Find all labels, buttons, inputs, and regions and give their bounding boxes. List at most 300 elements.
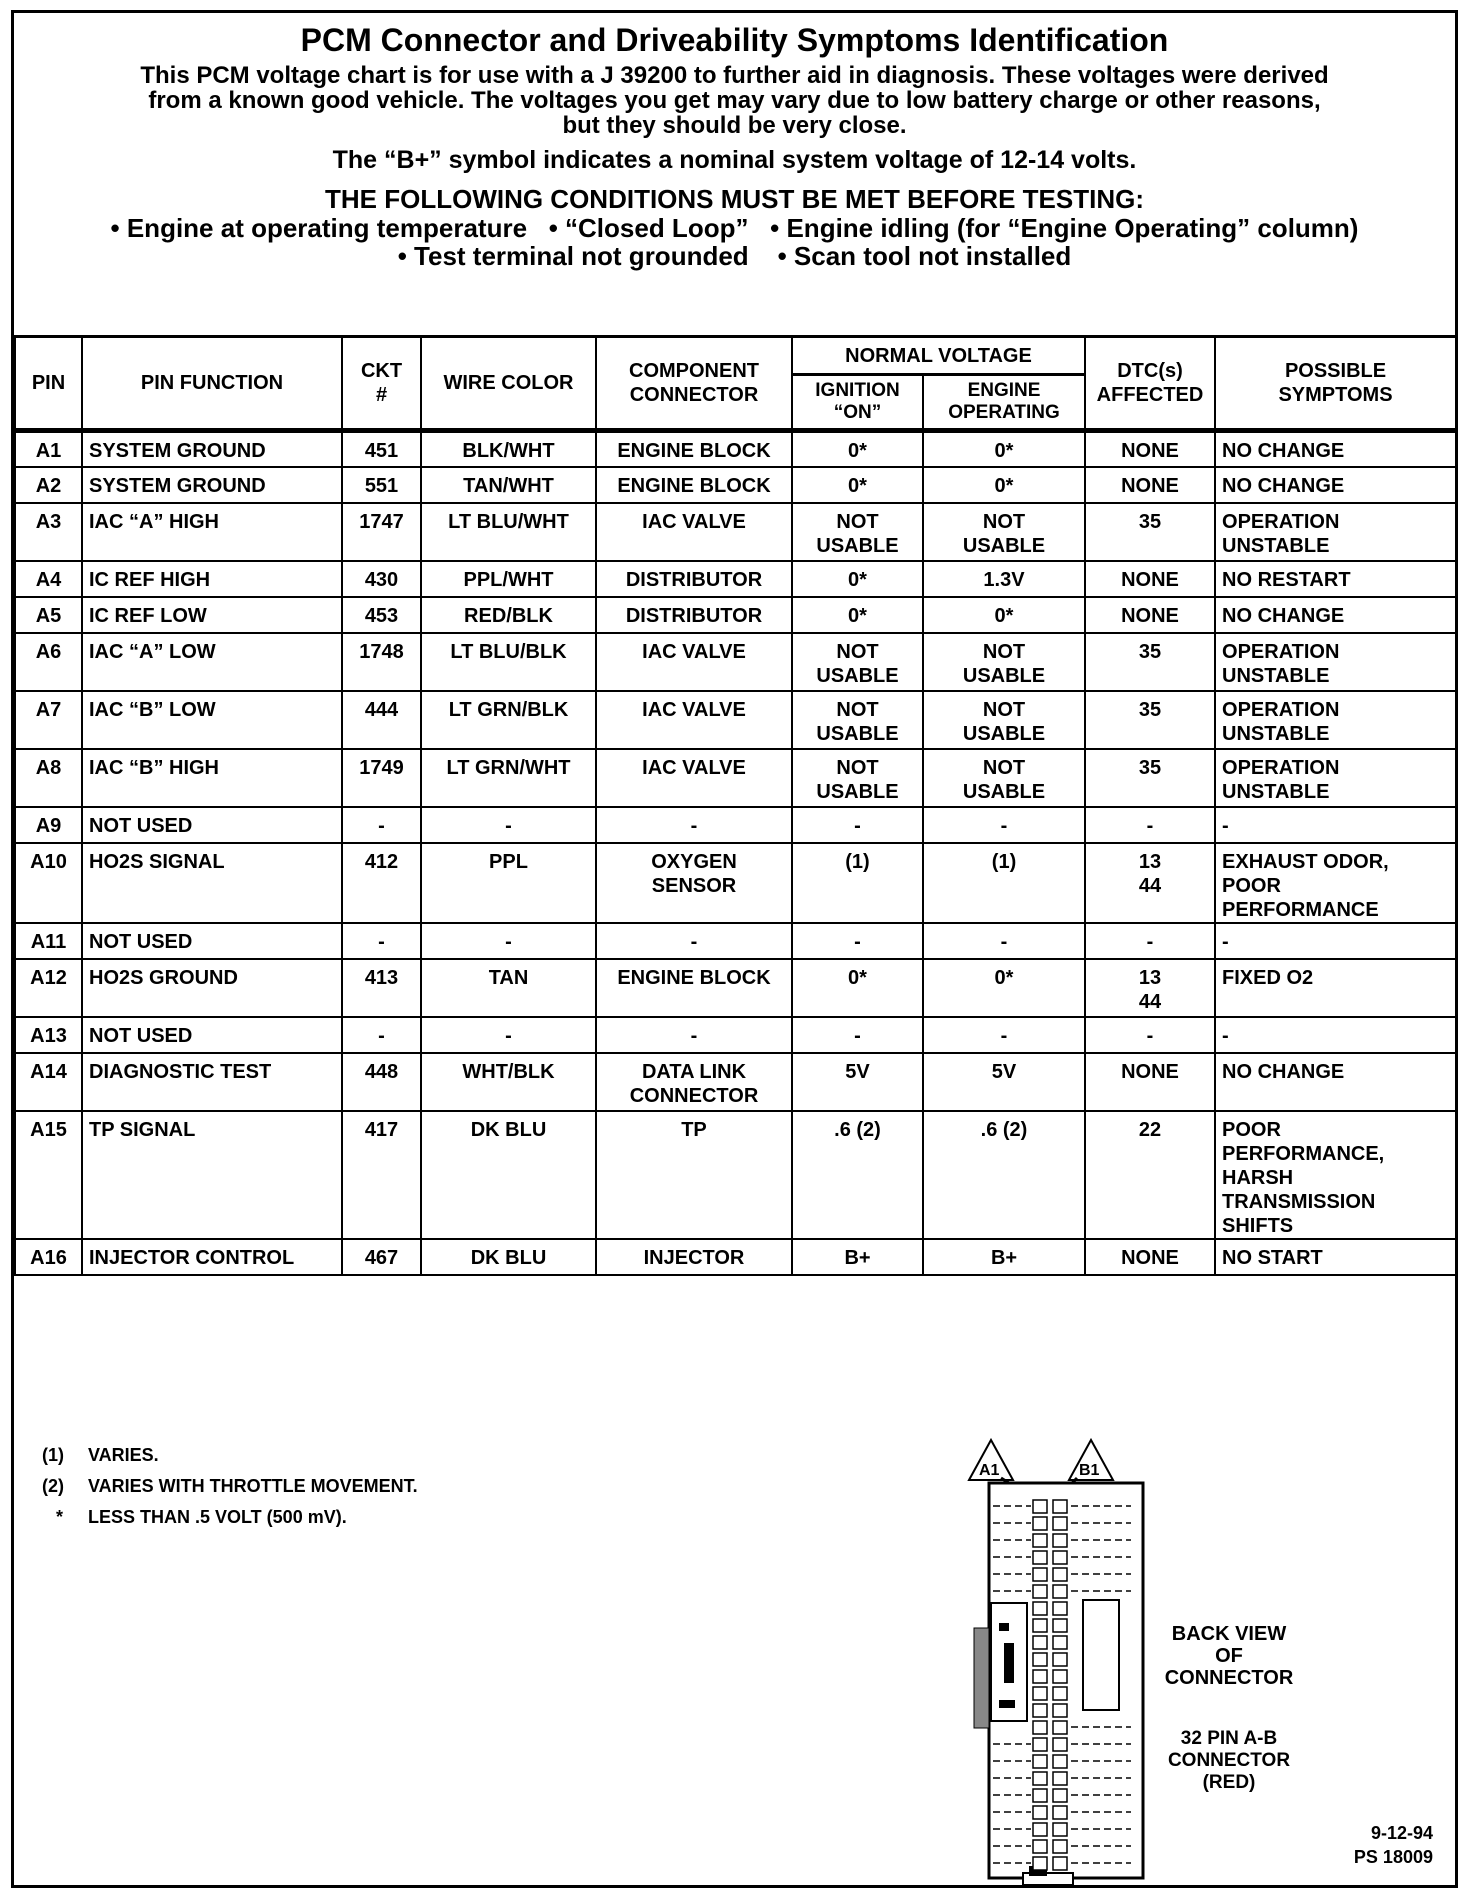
connector-pin — [1033, 1772, 1047, 1785]
cell-engine-operating-line: 0* — [994, 474, 1014, 497]
col-header-pin-function: PIN FUNCTION — [82, 337, 342, 431]
cell-component-line: SENSOR — [651, 874, 737, 897]
label-b1: B1 — [1079, 1462, 1100, 1479]
cell-ignition-on-line: - — [854, 930, 861, 953]
cell-wire-color: - — [421, 1017, 596, 1053]
cell-ignition-on-line: (1) — [845, 850, 870, 873]
cell-wire-color: PPL — [421, 843, 596, 923]
cell-engine-operating — [923, 1239, 1085, 1275]
cell-dtc-line: 44 — [1138, 990, 1162, 1013]
cell-dtc — [1085, 1017, 1215, 1053]
cell-component-line: OXYGEN — [651, 850, 737, 873]
cell-ignition-on-line: 0* — [848, 568, 867, 591]
cell-dtc-line: 35 — [1138, 510, 1162, 533]
cell-component-line: DATA LINK — [641, 1060, 747, 1083]
table-row — [15, 431, 1456, 467]
cell-wire-color: LT BLU/WHT — [421, 503, 596, 561]
cell-pin: A7 — [15, 691, 82, 749]
connector-pin — [1033, 1721, 1047, 1734]
cell-component — [596, 749, 792, 807]
intro-line: from a known good vehicle. The voltages you get may vary due to low battery charge or other reasons, — [148, 87, 1321, 114]
connector-pin — [1033, 1636, 1047, 1649]
cell-dtc-line: NONE — [1121, 474, 1179, 497]
cell-engine-operating-line: - — [1000, 1024, 1008, 1047]
cell-ignition-on-line: NOT — [836, 640, 879, 663]
connector-pin — [1053, 1806, 1067, 1819]
condition-item: • Engine at operating temperature — [110, 213, 528, 243]
cell-ignition-on — [792, 923, 923, 959]
cell-ckt: 430 — [342, 561, 421, 597]
connector-pin — [1033, 1500, 1047, 1513]
cell-pin-function: SYSTEM GROUND — [82, 431, 342, 467]
connector-pin — [1033, 1857, 1047, 1870]
condition-item: • Engine idling (for “Engine Operating” column) — [770, 213, 1359, 243]
connector-pin — [1053, 1500, 1067, 1513]
table-row — [15, 807, 1456, 843]
cell-ckt: 413 — [342, 959, 421, 1017]
cell-component-line: IAC VALVE — [642, 640, 746, 663]
connector-pin — [1033, 1585, 1047, 1598]
col-header-component: COMPONENT CONNECTOR — [596, 337, 792, 431]
cell-ckt: 1748 — [342, 633, 421, 691]
cell-symptoms — [1215, 1053, 1456, 1111]
cell-dtc — [1085, 959, 1215, 1017]
cell-component — [596, 1053, 792, 1111]
cell-pin: A1 — [15, 431, 82, 467]
cell-dtc — [1085, 691, 1215, 749]
cell-symptoms-line: NO CHANGE — [1222, 1060, 1345, 1083]
cell-component-line: - — [690, 1024, 698, 1047]
cell-component-line: ENGINE BLOCK — [617, 440, 771, 462]
cell-pin: A5 — [15, 597, 82, 633]
cell-component — [596, 1239, 792, 1275]
cell-ignition-on — [792, 1053, 923, 1111]
cell-ignition-on-line: USABLE — [816, 780, 899, 803]
cell-symptoms — [1215, 691, 1456, 749]
cell-symptoms-line: NO CHANGE — [1222, 440, 1345, 462]
connector-pin — [1053, 1721, 1067, 1734]
table-row — [15, 633, 1456, 691]
cell-pin: A11 — [15, 923, 82, 959]
table-row — [15, 467, 1456, 503]
cell-wire-color: - — [421, 807, 596, 843]
cell-ignition-on-line: - — [854, 814, 861, 837]
cell-dtc-line: - — [1146, 814, 1154, 837]
connector-pin — [1033, 1687, 1047, 1700]
cell-dtc — [1085, 1053, 1215, 1111]
cell-component — [596, 467, 792, 503]
cell-engine-operating — [923, 467, 1085, 503]
cell-wire-color: WHT/BLK — [421, 1053, 596, 1111]
connector-pin — [1053, 1687, 1067, 1700]
cell-dtc — [1085, 633, 1215, 691]
cell-component-line: ENGINE BLOCK — [617, 474, 771, 497]
cell-ignition-on-line: - — [854, 1024, 861, 1047]
connector-diagram — [959, 1428, 1294, 1888]
cell-symptoms — [1215, 959, 1456, 1017]
col-header-ckt: CKT # — [342, 337, 421, 431]
cell-symptoms-line: PERFORMANCE, — [1222, 1142, 1385, 1165]
connector-pin — [1033, 1704, 1047, 1717]
intro-line: This PCM voltage chart is for use with a J 39200 to further aid in diagnosis. These voltages were derived — [140, 62, 1329, 89]
connector-pin — [1053, 1755, 1067, 1768]
cell-engine-operating-line: NOT — [982, 640, 1026, 663]
cell-ignition-on — [792, 959, 923, 1017]
cell-pin: A8 — [15, 749, 82, 807]
cell-engine-operating-line: USABLE — [962, 780, 1046, 803]
document-code: PS 18009 — [1353, 1847, 1433, 1867]
cell-dtc — [1085, 503, 1215, 561]
table-row — [15, 749, 1456, 807]
cell-engine-operating-line: NOT — [982, 510, 1026, 533]
table-row — [15, 1053, 1456, 1111]
cell-pin-function: IAC “B” LOW — [82, 691, 342, 749]
cell-symptoms — [1215, 561, 1456, 597]
cell-component — [596, 561, 792, 597]
connector-pin — [1053, 1738, 1067, 1751]
conditions-line-2 — [14, 242, 1455, 270]
footnote-text: VARIES. — [88, 1445, 159, 1465]
cell-component — [596, 503, 792, 561]
connector-pin — [1053, 1568, 1067, 1581]
cell-ignition-on — [792, 843, 923, 923]
cell-symptoms-line: NO RESTART — [1222, 568, 1351, 591]
cell-dtc-line: - — [1146, 930, 1154, 953]
cell-symptoms — [1215, 503, 1456, 561]
cell-component-line: DISTRIBUTOR — [625, 604, 763, 627]
cell-ignition-on-line: USABLE — [816, 722, 899, 745]
cell-dtc-line: 35 — [1138, 756, 1162, 779]
table-header-row — [15, 337, 1456, 375]
cell-component — [596, 1111, 792, 1239]
cell-symptoms — [1215, 843, 1456, 923]
cell-wire-color: TAN — [421, 959, 596, 1017]
cell-ignition-on — [792, 1017, 923, 1053]
cell-ignition-on — [792, 749, 923, 807]
cell-component-line: - — [690, 814, 698, 837]
cell-wire-color: TAN/WHT — [421, 467, 596, 503]
cell-component — [596, 633, 792, 691]
cell-ignition-on-line: NOT — [836, 510, 879, 533]
cell-dtc-line: 44 — [1138, 874, 1162, 897]
cell-component-line: IAC VALVE — [642, 510, 746, 533]
pcm-voltage-table — [14, 335, 1457, 1276]
cell-dtc-line: 13 — [1138, 966, 1162, 989]
cell-ckt: 467 — [342, 1239, 421, 1275]
cell-symptoms-line: - — [1222, 1024, 1229, 1047]
cell-pin: A4 — [15, 561, 82, 597]
cell-dtc-line: NONE — [1121, 1246, 1179, 1269]
cell-pin: A3 — [15, 503, 82, 561]
cell-engine-operating — [923, 1111, 1085, 1239]
cell-pin-function: IAC “B” HIGH — [82, 749, 342, 807]
cell-pin: A6 — [15, 633, 82, 691]
cell-pin: A15 — [15, 1111, 82, 1239]
col-header-engine-operating: ENGINE OPERATING — [923, 375, 1085, 431]
cell-dtc — [1085, 561, 1215, 597]
cell-ignition-on-line: B+ — [844, 1246, 871, 1269]
cell-ignition-on-line: USABLE — [816, 534, 899, 557]
connector-pin — [1033, 1619, 1047, 1632]
cell-ignition-on-line: 0* — [848, 474, 867, 497]
cell-ckt: 417 — [342, 1111, 421, 1239]
cell-symptoms-line: POOR — [1222, 874, 1281, 897]
footnote — [42, 1507, 418, 1538]
cell-engine-operating — [923, 749, 1085, 807]
cell-engine-operating-line: 5V — [991, 1060, 1017, 1083]
cell-dtc-line: - — [1146, 1024, 1154, 1047]
cell-ignition-on-line: 5V — [845, 1060, 870, 1083]
table-row — [15, 843, 1456, 923]
connector-drawing — [959, 1428, 1159, 1888]
connector-pin — [1053, 1670, 1067, 1683]
cell-ckt: - — [342, 1017, 421, 1053]
cell-pin-function: SYSTEM GROUND — [82, 467, 342, 503]
cell-symptoms-line: FIXED O2 — [1222, 966, 1314, 989]
document-header — [14, 13, 1455, 335]
connector-pin — [1033, 1840, 1047, 1853]
connector-pin — [1053, 1602, 1067, 1615]
cell-dtc — [1085, 431, 1215, 467]
cell-symptoms-line: - — [1222, 814, 1229, 837]
cell-pin: A10 — [15, 843, 82, 923]
cell-dtc-line: 35 — [1138, 698, 1162, 721]
cell-symptoms — [1215, 431, 1456, 467]
cell-wire-color: DK BLU — [421, 1111, 596, 1239]
cell-symptoms-line: UNSTABLE — [1222, 722, 1330, 745]
cell-engine-operating — [923, 843, 1085, 923]
cell-component-line: IAC VALVE — [642, 698, 746, 721]
cell-engine-operating-line: .6 (2) — [980, 1118, 1028, 1141]
document-stamp — [1354, 1821, 1433, 1869]
cell-engine-operating — [923, 691, 1085, 749]
cell-dtc — [1085, 1239, 1215, 1275]
cell-engine-operating-line: NOT — [982, 756, 1026, 779]
cell-symptoms — [1215, 807, 1456, 843]
cell-symptoms-line: EXHAUST ODOR, — [1222, 850, 1389, 873]
cell-engine-operating — [923, 1053, 1085, 1111]
cell-symptoms-line: OPERATION — [1222, 640, 1340, 663]
cell-ignition-on-line: .6 (2) — [834, 1118, 881, 1141]
footnote-text: VARIES WITH THROTTLE MOVEMENT. — [88, 1476, 418, 1496]
col-header-pin: PIN — [15, 337, 82, 431]
footnotes — [42, 1445, 418, 1538]
cell-component — [596, 807, 792, 843]
condition-item: • “Closed Loop” — [548, 213, 749, 243]
footnote — [42, 1445, 418, 1476]
cell-symptoms-line: PERFORMANCE — [1222, 898, 1379, 921]
cell-ignition-on — [792, 597, 923, 633]
cell-wire-color: RED/BLK — [421, 597, 596, 633]
connector-pin — [1053, 1534, 1067, 1547]
cell-dtc — [1085, 923, 1215, 959]
intro-paragraph — [42, 63, 1427, 138]
cell-symptoms — [1215, 923, 1456, 959]
table-row — [15, 1239, 1456, 1275]
cell-dtc-line: 35 — [1138, 640, 1162, 663]
cell-engine-operating — [923, 923, 1085, 959]
page-title: PCM Connector and Driveability Symptoms Identification — [300, 22, 1169, 58]
condition-item: • Test terminal not grounded — [397, 241, 749, 271]
connector-pin — [1053, 1636, 1067, 1649]
cell-dtc-line: NONE — [1121, 1060, 1179, 1083]
cell-ignition-on-line: 0* — [848, 966, 867, 989]
cell-ignition-on — [792, 691, 923, 749]
cell-symptoms-line: UNSTABLE — [1222, 664, 1330, 687]
cell-engine-operating-line: - — [1000, 930, 1008, 953]
col-header-ignition-on: IGNITION “ON” — [792, 375, 923, 431]
cell-engine-operating-line: USABLE — [962, 534, 1046, 557]
connector-pin — [1033, 1517, 1047, 1530]
footnote-mark: (1) — [42, 1445, 64, 1465]
table-row — [15, 691, 1456, 749]
conditions-title: THE FOLLOWING CONDITIONS MUST BE MET BEFORE TESTING: — [325, 184, 1144, 214]
col-header-dtc: DTC(s) AFFECTED — [1085, 337, 1215, 431]
cell-symptoms — [1215, 597, 1456, 633]
cell-pin-function: INJECTOR CONTROL — [82, 1239, 342, 1275]
cell-wire-color: LT BLU/BLK — [421, 633, 596, 691]
cell-dtc — [1085, 597, 1215, 633]
cell-dtc-line: NONE — [1121, 440, 1179, 462]
cell-component — [596, 597, 792, 633]
cell-ckt: - — [342, 807, 421, 843]
cell-pin-function: HO2S GROUND — [82, 959, 342, 1017]
document-sheet — [11, 10, 1458, 1888]
cell-symptoms-line: SHIFTS — [1222, 1214, 1294, 1237]
connector-pin — [1053, 1619, 1067, 1632]
cell-symptoms-line: OPERATION — [1222, 756, 1340, 779]
cell-engine-operating — [923, 807, 1085, 843]
cell-component-line: CONNECTOR — [629, 1084, 759, 1107]
cell-pin-function: IC REF LOW — [82, 597, 342, 633]
connector-pin — [1033, 1755, 1047, 1768]
cell-dtc-line: 13 — [1138, 850, 1162, 873]
table-row — [15, 503, 1456, 561]
connector-pin — [1033, 1568, 1047, 1581]
cell-wire-color: PPL/WHT — [421, 561, 596, 597]
cell-pin: A16 — [15, 1239, 82, 1275]
cell-dtc-line: NONE — [1121, 604, 1179, 627]
footnote-mark: (2) — [42, 1476, 64, 1496]
cell-ignition-on-line: USABLE — [816, 664, 899, 687]
connector-type-label: 32 PIN A-B CONNECTOR (RED) — [1167, 1728, 1291, 1793]
connector-pin — [1033, 1823, 1047, 1836]
cell-engine-operating-line: (1) — [991, 850, 1017, 873]
cell-ignition-on — [792, 1111, 923, 1239]
cell-engine-operating-line: 1.3V — [983, 568, 1025, 591]
cell-engine-operating — [923, 561, 1085, 597]
connector-pin — [1053, 1551, 1067, 1564]
condition-item: • Scan tool not installed — [777, 241, 1072, 271]
cell-ignition-on-line: 0* — [848, 604, 867, 627]
cell-symptoms-line: - — [1222, 930, 1229, 953]
cell-engine-operating-line: NOT — [982, 698, 1026, 721]
cell-engine-operating — [923, 959, 1085, 1017]
cell-engine-operating-line: USABLE — [962, 722, 1046, 745]
cell-symptoms-line: NO START — [1222, 1246, 1323, 1269]
cell-symptoms-line: UNSTABLE — [1222, 780, 1330, 803]
connector-pin — [1053, 1704, 1067, 1717]
cell-engine-operating-line: 0* — [994, 966, 1014, 989]
cell-component-line: IAC VALVE — [642, 756, 746, 779]
cell-component-line: DISTRIBUTOR — [625, 568, 763, 591]
table-row — [15, 597, 1456, 633]
connector-pin — [1033, 1738, 1047, 1751]
connector-pin — [1053, 1840, 1067, 1853]
cell-pin-function: IAC “A” LOW — [82, 633, 342, 691]
cell-pin-function: IC REF HIGH — [82, 561, 342, 597]
col-header-wire-color: WIRE COLOR — [421, 337, 596, 431]
cell-pin: A2 — [15, 467, 82, 503]
cell-ckt: 1749 — [342, 749, 421, 807]
cell-ckt: 551 — [342, 467, 421, 503]
cell-ignition-on — [792, 561, 923, 597]
cell-ckt: 412 — [342, 843, 421, 923]
cell-symptoms-line: OPERATION — [1222, 510, 1340, 533]
cell-engine-operating-line: B+ — [990, 1246, 1018, 1269]
cell-dtc — [1085, 1111, 1215, 1239]
cell-component-line: INJECTOR — [643, 1246, 745, 1269]
table-row — [15, 923, 1456, 959]
cell-pin: A14 — [15, 1053, 82, 1111]
footnote — [42, 1476, 418, 1507]
connector-pin — [1053, 1653, 1067, 1666]
cell-ignition-on-line: 0* — [848, 440, 867, 462]
cell-symptoms — [1215, 1017, 1456, 1053]
connector-pin — [1053, 1823, 1067, 1836]
table-row — [15, 959, 1456, 1017]
cell-ckt: 451 — [342, 431, 421, 467]
cell-engine-operating — [923, 597, 1085, 633]
table-row — [15, 1017, 1456, 1053]
cell-ignition-on — [792, 431, 923, 467]
cell-wire-color: DK BLU — [421, 1239, 596, 1275]
cell-symptoms-line: OPERATION — [1222, 698, 1340, 721]
document-date: 9-12-94 — [1370, 1823, 1433, 1843]
conditions-line-1 — [14, 214, 1455, 242]
col-header-normal-voltage: NORMAL VOLTAGE — [792, 337, 1085, 375]
connector-pin — [1053, 1789, 1067, 1802]
cell-dtc-line: 22 — [1138, 1118, 1162, 1141]
cell-pin-function: NOT USED — [82, 923, 342, 959]
connector-pin — [1053, 1585, 1067, 1598]
footnote-text: LESS THAN .5 VOLT (500 mV). — [88, 1507, 347, 1527]
cell-ignition-on — [792, 467, 923, 503]
connector-pin — [1033, 1789, 1047, 1802]
cell-pin-function: DIAGNOSTIC TEST — [82, 1053, 342, 1111]
cell-wire-color: BLK/WHT — [421, 431, 596, 467]
cell-component — [596, 843, 792, 923]
cell-component — [596, 431, 792, 467]
connector-pin — [1033, 1534, 1047, 1547]
footnote-mark: * — [56, 1507, 64, 1527]
cell-dtc — [1085, 807, 1215, 843]
connector-pin — [1053, 1857, 1067, 1870]
table-body — [15, 431, 1456, 1275]
cell-symptoms — [1215, 1239, 1456, 1275]
connector-pin — [1033, 1806, 1047, 1819]
cell-component-line: ENGINE BLOCK — [617, 966, 771, 989]
bplus-note: The “B+” symbol indicates a nominal system voltage of 12-14 volts. — [332, 146, 1137, 174]
cell-dtc — [1085, 749, 1215, 807]
cell-engine-operating — [923, 431, 1085, 467]
cell-symptoms-line: NO CHANGE — [1222, 474, 1345, 497]
cell-engine-operating-line: - — [1000, 814, 1008, 837]
cell-ignition-on-line: NOT — [836, 698, 879, 721]
cell-ignition-on-line: NOT — [836, 756, 879, 779]
cell-ignition-on — [792, 633, 923, 691]
connector-pin — [1033, 1653, 1047, 1666]
